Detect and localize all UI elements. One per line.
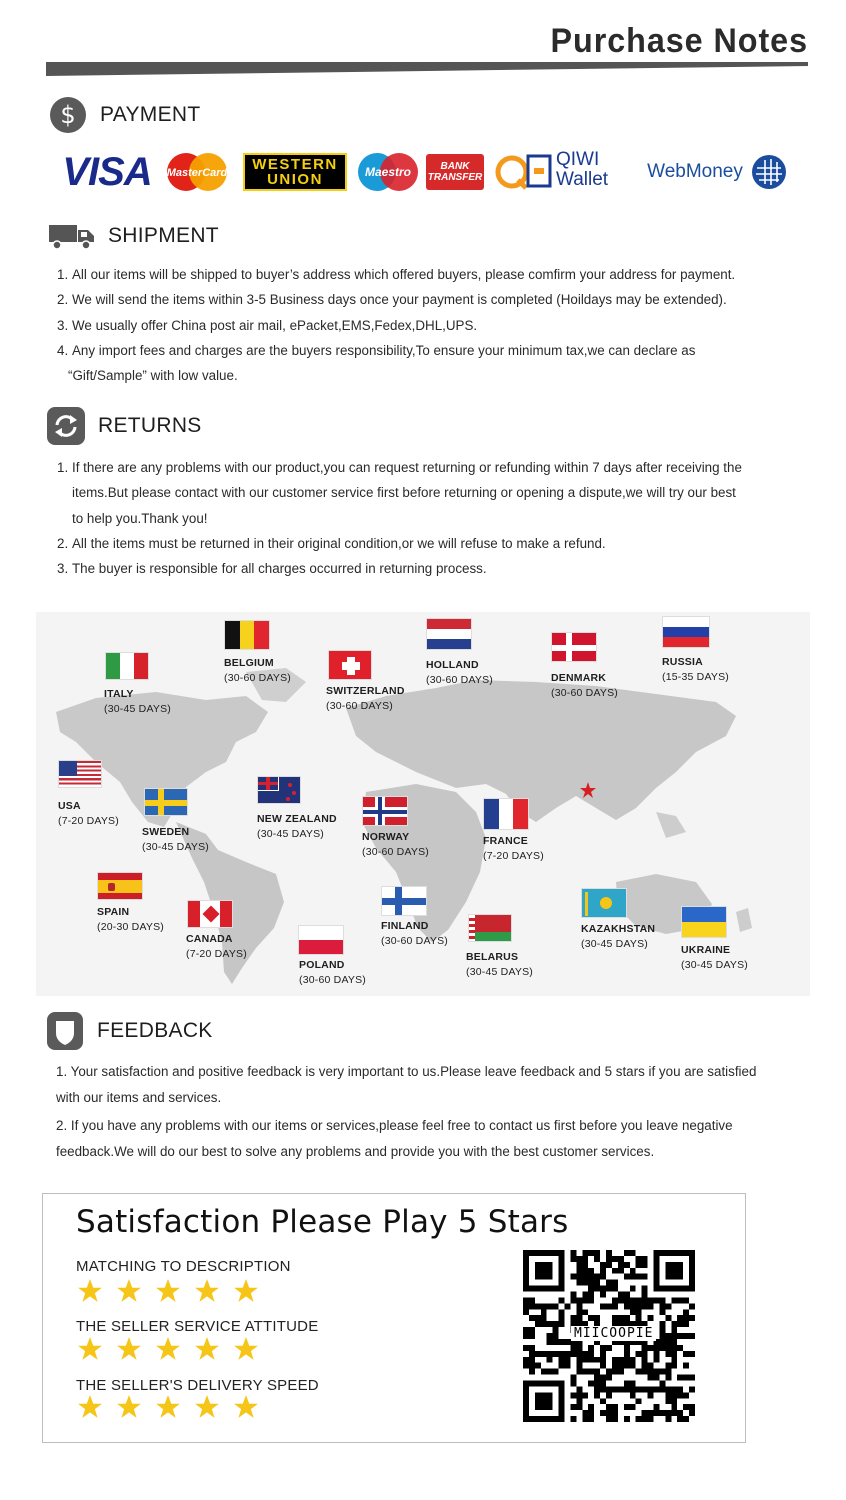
country-finland: FINLAND (30-60 DAYS) [381,920,448,947]
criterion-label: THE SELLER'S DELIVERY SPEED [76,1377,319,1394]
qr-code-label: MIICOOPIE [571,1326,656,1341]
list-item: 1. All our items will be shipped to buyer’s address which offered buyers, please comfirm your address for payment. [57,267,736,282]
mastercard-logo [166,148,228,196]
maestro-logo [356,148,420,196]
list-item: 3. The buyer is responsible for all charges occurred in returning process. [57,561,487,577]
ukraine-flag [681,906,727,938]
switzerland-flag [328,650,372,680]
page-title: Purchase Notes [550,22,808,60]
feedback-section-heading [45,1011,213,1051]
list-item: 4. Any import fees and charges are the buyers responsibility,To ensure your minimum tax,we can declare as “Gift/Sample” with low value. [57,342,696,384]
denmark-flag [551,632,597,662]
star-icon [116,1394,142,1420]
svg-text:MasterCard: MasterCard [166,167,228,179]
country-kazakhstan: KAZAKHSTAN (30-45 DAYS) [581,923,656,950]
title-underline [46,62,808,76]
svg-text:$: $ [60,101,76,129]
star-icon [77,1278,103,1304]
feedback-heading: FEEDBACK [97,1019,213,1042]
country-russia: RUSSIA (15-35 DAYS) [662,656,729,683]
kazakhstan-flag [581,888,627,918]
country-belarus: BELARUS (30-45 DAYS) [466,951,533,978]
feedback-list [56,1059,816,1164]
list-item: 1. If there are any problems with our product,you can request returning or refunding within 7 days after receiving the items.But please contact with our customer service first before returning or opening a dispute,we will try our best to help you.Thank you! [57,460,742,526]
star-rating-speed [77,1394,259,1420]
belgium-flag [224,620,270,650]
returns-heading: RETURNS [98,414,202,437]
star-icon [194,1278,220,1304]
star-rating-service [77,1336,259,1362]
shipment-list [57,262,817,388]
star-icon [116,1278,142,1304]
visa-logo: VISA [62,149,152,194]
payment-logos [54,148,794,196]
webmoney-logo: WebMoney [642,148,792,196]
country-denmark: DENMARK (30-60 DAYS) [551,672,618,699]
france-flag [483,798,529,830]
shipping-time-map [36,612,810,996]
list-item: 1. Your satisfaction and positive feedback is very important to us.Please leave feedback and 5 stars if you are satisfied with our items and services. [56,1064,757,1105]
svg-text:Maestro: Maestro [364,165,412,179]
country-italy: ITALY (30-45 DAYS) [104,688,171,715]
returns-section-heading [46,406,202,446]
sweden-flag [144,788,188,816]
country-sweden: SWEDEN (30-45 DAYS) [142,826,209,853]
shipment-heading: SHIPMENT [108,224,219,247]
bank-transfer-logo: BANK TRANSFER [426,154,484,190]
usa-flag [58,760,102,788]
qiwi-wallet-logo: QIWI Wallet [494,148,634,196]
country-norway: NORWAY (30-60 DAYS) [362,831,429,858]
country-new-zealand: NEW ZEALAND (30-45 DAYS) [257,813,337,840]
list-item: 2. If you have any problems with our items or services,please feel free to contact us first before you leave negative feedback.We will do our best to solve any problems and provide you with the best customer services. [56,1118,733,1159]
star-icon [155,1278,181,1304]
belarus-flag [468,914,512,942]
refresh-icon [46,406,86,446]
shipment-section-heading [48,216,219,256]
star-icon [155,1394,181,1420]
russia-flag [662,616,710,648]
returns-list [57,455,817,581]
star-icon [233,1278,259,1304]
western-union-logo: WESTERN UNION [243,153,347,191]
dollar-icon [48,95,88,135]
star-icon [77,1336,103,1362]
star-icon [155,1336,181,1362]
rating-title: Satisfaction Please Play 5 Stars [76,1204,569,1240]
star-icon [233,1336,259,1362]
list-item: 2. All the items must be returned in their original condition,or we will refuse to make a refund. [57,535,606,551]
star-icon [194,1336,220,1362]
rating-panel [42,1193,746,1443]
truck-icon [48,216,96,256]
norway-flag [362,796,408,826]
star-icon [116,1336,142,1362]
new-zealand-flag [257,776,301,804]
holland-flag [426,618,472,650]
spain-flag [97,872,143,900]
list-item: 2. We will send the items within 3-5 Business days once your payment is completed (Hoildays may be extended). [57,292,727,308]
canada-flag [187,900,233,928]
finland-flag [381,886,427,916]
country-spain: SPAIN (20-30 DAYS) [97,906,164,933]
country-france: FRANCE (7-20 DAYS) [483,835,544,862]
list-item: 3. We usually offer China post air mail, ePacket,EMS,Fedex,DHL,UPS. [57,317,478,333]
star-icon [233,1394,259,1420]
criterion-label: THE SELLER SERVICE ATTITUDE [76,1318,319,1335]
payment-section-heading [48,95,201,135]
star-rating-description [77,1278,259,1304]
star-icon [77,1394,103,1420]
payment-heading: PAYMENT [100,103,201,126]
country-belgium: BELGIUM (30-60 DAYS) [224,657,291,684]
star-icon [194,1394,220,1420]
country-switzerland: SWITZERLAND (30-60 DAYS) [326,685,405,712]
country-canada: CANADA (7-20 DAYS) [186,933,247,960]
criterion-label: MATCHING TO DESCRIPTION [76,1258,291,1275]
country-poland: POLAND (30-60 DAYS) [299,959,366,986]
country-holland: HOLLAND (30-60 DAYS) [426,659,493,686]
country-ukraine: UKRAINE (30-45 DAYS) [681,944,748,971]
country-usa: USA (7-20 DAYS) [58,800,119,827]
shield-icon [45,1011,85,1051]
italy-flag [105,652,149,680]
poland-flag [298,925,344,955]
